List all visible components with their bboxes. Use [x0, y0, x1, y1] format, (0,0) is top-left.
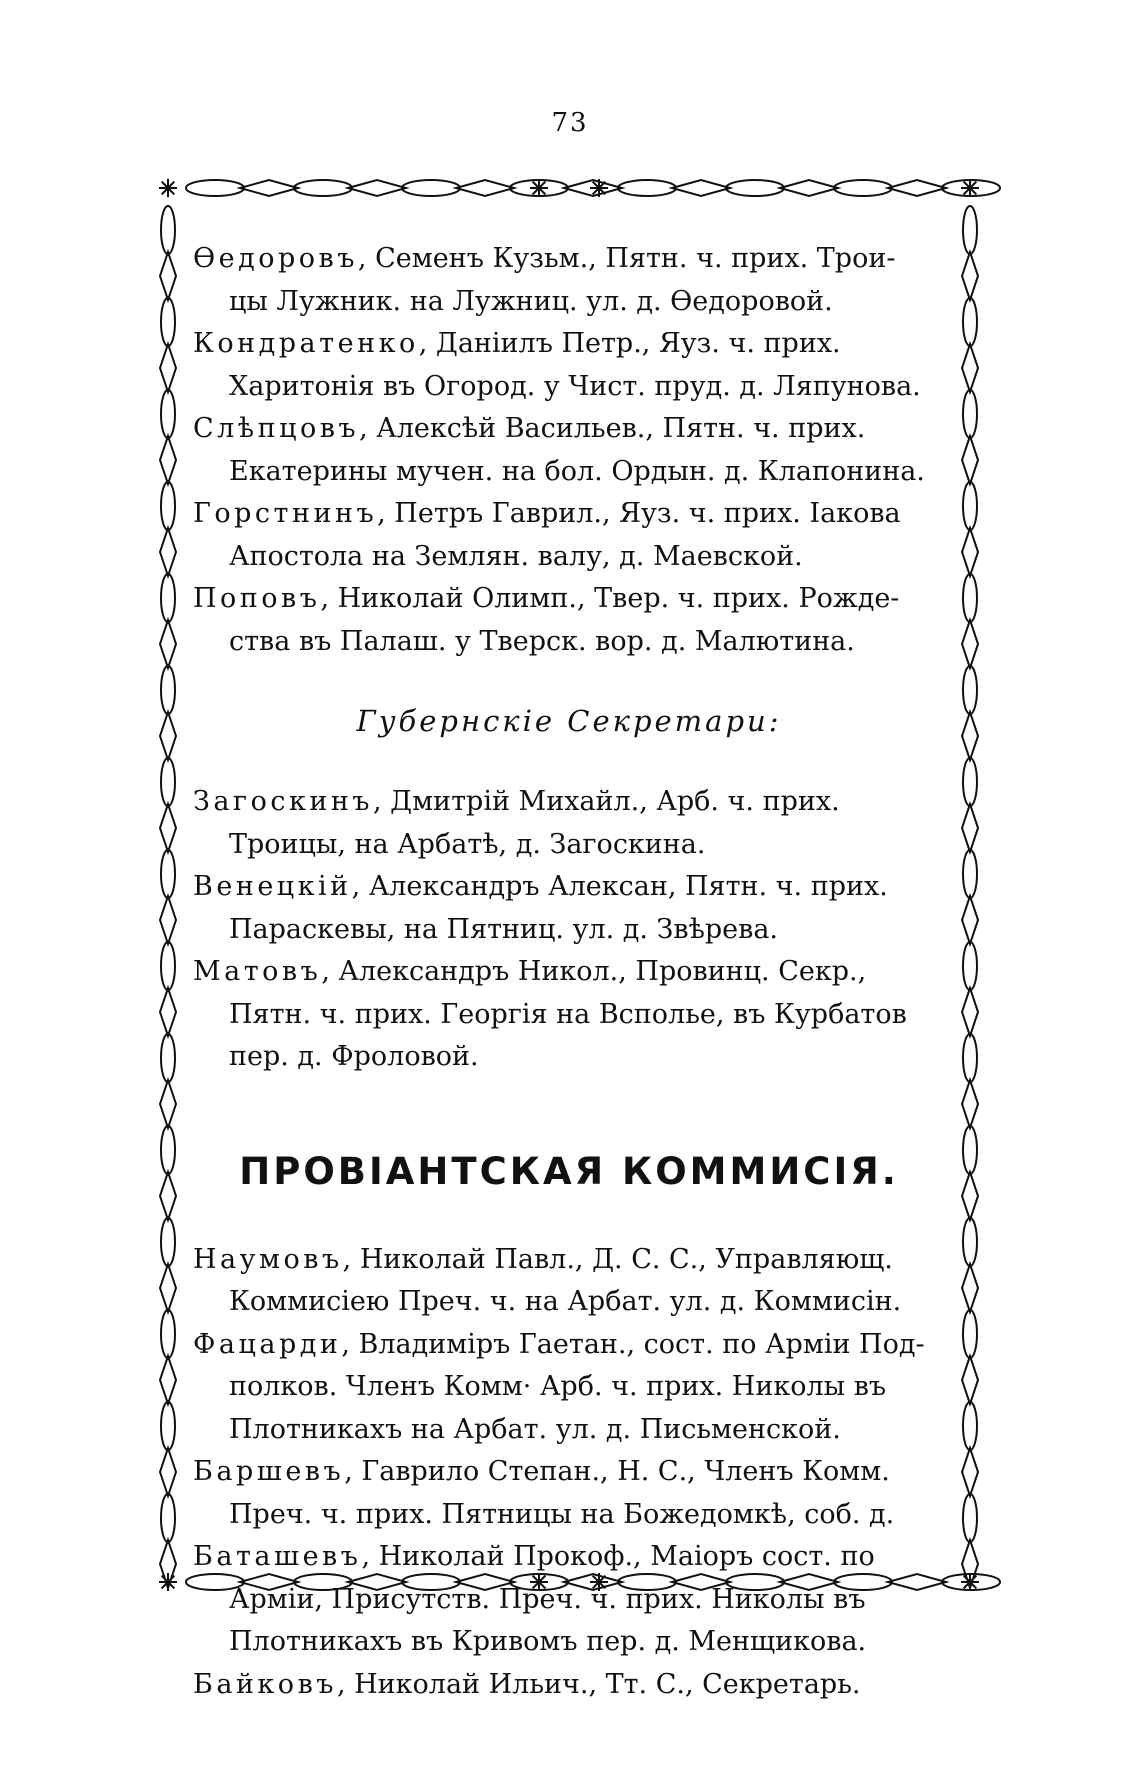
border-link	[962, 1172, 978, 1220]
border-link	[161, 1218, 175, 1266]
entry-details: , Александръ Алексан, Пятн. ч. прих.	[351, 871, 888, 902]
entry-line-1	[193, 1324, 945, 1367]
border-link	[963, 1126, 977, 1174]
border-link	[962, 712, 978, 760]
entry-details: , Семенъ Кузьм., Пятн. ч. прих. Трои-	[357, 243, 896, 274]
border-link	[962, 896, 978, 944]
entry-surname: Загоскинъ	[193, 786, 373, 817]
border-link	[963, 574, 977, 622]
entry	[193, 238, 945, 323]
border-link	[963, 390, 977, 438]
entry-continuation: Преч. ч. прих. Пятницы на Божедомкѣ, соб. д.	[229, 1498, 895, 1530]
border-link	[161, 1310, 175, 1358]
border-link	[161, 574, 175, 622]
border-link	[963, 1494, 977, 1542]
entry-line-1	[193, 408, 945, 451]
entry	[193, 1664, 945, 1707]
entry-surname: Венецкій	[193, 871, 352, 902]
entry-continuation: Екатерины мучен. на бол. Ордын. д. Клапонина.	[229, 455, 925, 487]
border-link	[456, 180, 514, 196]
entry-details: , Николай Ильич., Тт. С., Секретарь.	[336, 1668, 861, 1700]
border-link	[160, 1448, 176, 1496]
entry-details: , Петръ Гаврил., Яуз. ч. прих. Іакова	[377, 498, 901, 529]
border-link	[672, 180, 730, 196]
entry-details: , Владиміръ Гаетан., сост. по Арміи Под-	[341, 1328, 925, 1360]
border-link	[160, 1172, 176, 1220]
entry-continuation: Харитонія въ Огород. у Чист. пруд. д. Ляпунова.	[229, 370, 921, 402]
border-link	[161, 850, 175, 898]
entry-details: , Александръ Никол., Провинц. Секр.,	[321, 956, 867, 987]
main-heading: ПРОВІАНТСКАЯ КОММИСІЯ.	[239, 1149, 899, 1193]
entry-continuation: Параскевы, на Пятниц. ул. д. Звѣрева.	[229, 913, 779, 945]
entry-continuation: Апостола на Землян. валу, д. Маевской.	[229, 540, 803, 572]
entry-continuation: Плотникахъ въ Кривомъ пер. д. Менщикова.	[229, 1626, 867, 1657]
border-link	[160, 252, 176, 300]
entry-surname: Кондратенко	[193, 328, 419, 359]
border-link	[963, 298, 977, 346]
border-link	[780, 180, 838, 196]
entry	[193, 578, 945, 663]
entry-details: , Дмитрій Михайл., Арб. ч. прих.	[373, 786, 840, 817]
border-link	[963, 482, 977, 530]
border-link	[160, 712, 176, 760]
border-link	[618, 180, 676, 196]
border-link	[161, 390, 175, 438]
border-link	[160, 1080, 176, 1128]
border-link	[963, 758, 977, 806]
border-link	[160, 620, 176, 668]
entry-surname: Наумовъ	[193, 1243, 343, 1275]
entry-surname: Поповъ	[193, 583, 321, 614]
entry-line-1	[193, 1536, 945, 1579]
entries-secretaries-list	[193, 781, 945, 1079]
border-link	[161, 758, 175, 806]
entry	[193, 781, 945, 866]
page-content	[193, 238, 945, 1706]
border-link	[962, 1356, 978, 1404]
border-link	[240, 180, 298, 196]
border-link	[294, 180, 352, 196]
entry-surname: Матовъ	[193, 956, 322, 987]
entry-line-1	[193, 951, 945, 994]
entries-commission-list	[193, 1239, 945, 1707]
border-link	[962, 804, 978, 852]
border-link	[160, 1356, 176, 1404]
border-link	[161, 482, 175, 530]
entry-line-1	[193, 1664, 945, 1707]
entry-line-1	[193, 323, 945, 366]
border-link	[348, 180, 406, 196]
entry-continuation: полков. Членъ Комм· Арб. ч. прих. Николы въ	[229, 1371, 887, 1402]
border-link	[402, 180, 460, 196]
entry-surname: Баршевъ	[193, 1456, 345, 1487]
border-link	[161, 942, 175, 990]
border-link	[160, 988, 176, 1036]
entry-line-1	[193, 1239, 945, 1282]
border-link	[161, 1126, 175, 1174]
entry-continuation: Троицы, на Арбатѣ, д. Загоскина.	[229, 828, 706, 860]
border-link	[963, 1218, 977, 1266]
border-link	[888, 180, 946, 196]
entry	[193, 493, 945, 578]
border-link	[963, 206, 977, 254]
entry	[193, 1451, 945, 1536]
entry-surname: Байковъ	[193, 1668, 337, 1700]
border-link	[160, 896, 176, 944]
entry	[193, 866, 945, 951]
entry-surname: Горстнинъ	[193, 498, 378, 529]
entry-details: , Алексѣй Васильев., Пятн. ч. прих.	[359, 413, 866, 444]
entry-details: , Николай Олимп., Твер. ч. прих. Рожде-	[320, 583, 900, 614]
border-link	[963, 1402, 977, 1450]
border-link	[963, 1034, 977, 1082]
entry-line-1	[193, 238, 945, 281]
entry-surname: Слѣпцовъ	[193, 413, 360, 444]
border-link	[161, 298, 175, 346]
entry-surname: Ѳедоровъ	[193, 243, 358, 274]
border-link	[962, 1080, 978, 1128]
section-title: Губернскіе Секретари:	[356, 704, 782, 738]
entry-continuation: пер. д. Фроловой.	[229, 1041, 479, 1072]
entry-details: , Гаврило Степан., Н. С., Членъ Комм.	[344, 1456, 890, 1487]
border-link	[962, 252, 978, 300]
border-link	[962, 1264, 978, 1312]
entry	[193, 323, 945, 408]
entry-details: , Николай Павл., Д. С. С., Управляющ.	[342, 1243, 893, 1275]
entry-line-1	[193, 493, 945, 536]
border-link	[834, 180, 892, 196]
border-link	[161, 666, 175, 714]
border-link	[161, 1034, 175, 1082]
border-link	[161, 206, 175, 254]
border-link	[962, 436, 978, 484]
border-link	[962, 1448, 978, 1496]
entry	[193, 1324, 945, 1452]
border-link	[962, 988, 978, 1036]
entry-continuation: ства въ Палаш. у Тверск. вор. д. Малютина.	[229, 625, 855, 657]
border-link	[161, 1494, 175, 1542]
border-link	[161, 1402, 175, 1450]
entry-continuation: Пятн. ч. прих. Георгія на Всполье, въ Курбатов	[229, 998, 907, 1030]
entry-continuation: цы Лужник. на Лужниц. ул. д. Ѳедоровой.	[229, 285, 833, 317]
entry-continuation: Коммисіею Преч. ч. на Арбат. ул. д. Коммисін.	[229, 1286, 902, 1317]
entry-continuation: Плотникахъ на Арбат. ул. д. Письменской.	[229, 1413, 841, 1445]
entry	[193, 951, 945, 1079]
border-link	[962, 528, 978, 576]
border-link	[160, 528, 176, 576]
entry	[193, 1239, 945, 1324]
entries-top-list	[193, 238, 945, 663]
border-link	[963, 666, 977, 714]
border-link	[963, 1310, 977, 1358]
border-link	[160, 344, 176, 392]
entry	[193, 408, 945, 493]
border-link	[160, 804, 176, 852]
entry-surname: Баташевъ	[193, 1541, 362, 1572]
entry-details: , Николай Прокоф., Маіоръ сост. по	[361, 1541, 875, 1572]
border-link	[186, 180, 244, 196]
page-number: 73	[551, 108, 589, 138]
entry	[193, 1536, 945, 1664]
border-link	[726, 180, 784, 196]
border-link	[962, 620, 978, 668]
border-link	[962, 344, 978, 392]
entry-line-1	[193, 781, 945, 824]
entry-details: , Даніилъ Петр., Яуз. ч. прих.	[418, 328, 841, 359]
entry-continuation: Арміи, Присутств. Преч. ч. прих. Николы въ	[229, 1583, 866, 1615]
entry-line-1	[193, 866, 945, 909]
border-link	[160, 436, 176, 484]
entry-line-1	[193, 578, 945, 621]
entry-surname: Фацарди	[193, 1328, 342, 1360]
border-link	[160, 1264, 176, 1312]
border-link	[963, 942, 977, 990]
border-link	[963, 850, 977, 898]
entry-line-1	[193, 1451, 945, 1494]
